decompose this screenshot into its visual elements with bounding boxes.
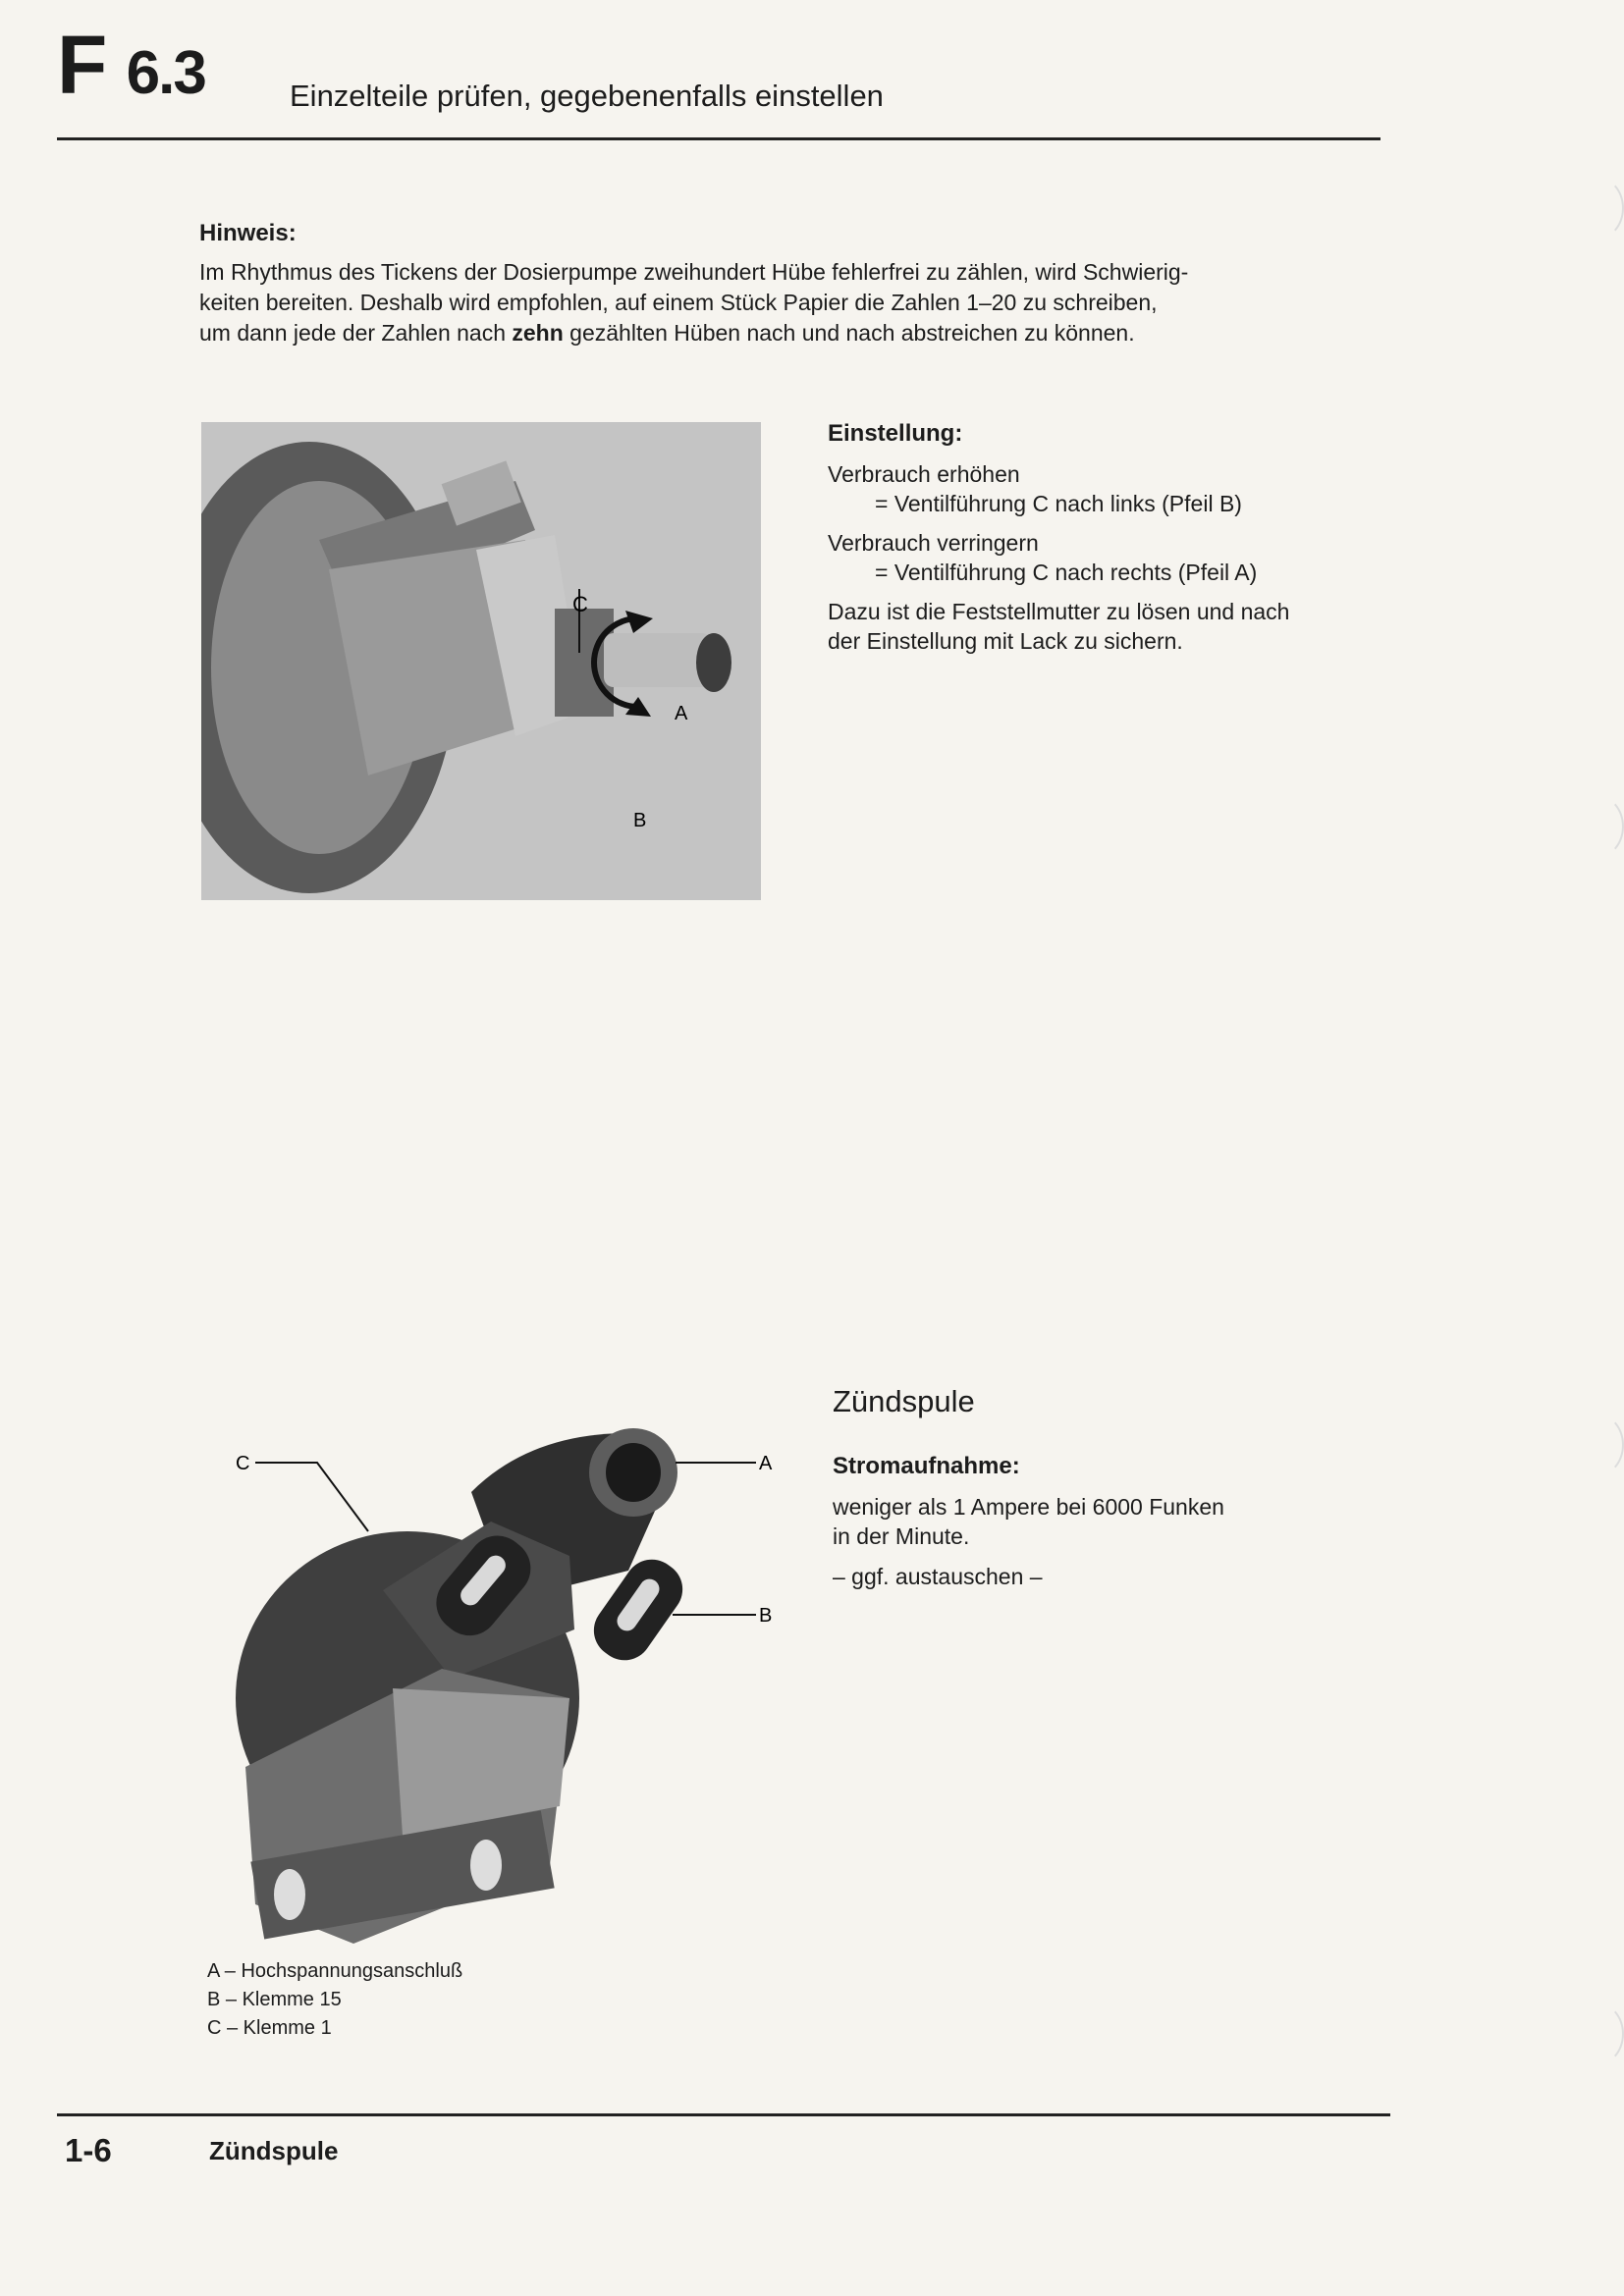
note-paragraph (199, 257, 1392, 348)
photo1-label-b: B (633, 810, 647, 831)
margin-mark (1571, 177, 1624, 240)
note-heading: Hinweis: (199, 220, 297, 246)
footer-rule (57, 2113, 1390, 2116)
photo-legend (207, 1957, 462, 2043)
photo2-label-a: A (759, 1453, 773, 1474)
current-draw-text (833, 1492, 1343, 1551)
legend-item: B – Klemme 15 (207, 1989, 342, 2010)
note-line-3: um dann jede der Zahlen nach zehn gezählten Hüben nach und nach abstreichen zu können. (199, 320, 1135, 346)
current-draw-heading: Stromaufnahme: (833, 1453, 1020, 1479)
margin-mark (1571, 795, 1624, 858)
adjustment-note-line-2: der Einstellung mit Lack zu sichern. (828, 628, 1183, 654)
note-line-1: Im Rhythmus des Tickens der Dosierpumpe zweihundert Hübe fehlerfrei zu zählen, wird Schwierig- (199, 259, 1189, 285)
legend-item: C – Klemme 1 (207, 2017, 332, 2039)
header-rule (57, 137, 1380, 140)
legend-item: A – Hochspannungsanschluß (207, 1960, 463, 1982)
ignition-coil-photo (196, 1374, 795, 1944)
photo2-label-c: C (236, 1453, 250, 1474)
increase-label: Verbrauch erhöhen (828, 461, 1020, 487)
adjustment-heading: Einstellung: (828, 420, 963, 447)
decrease-label: Verbrauch verringern (828, 530, 1039, 556)
page-number: 1-6 (65, 2132, 112, 2168)
current-draw-line-1: weniger als 1 Ampere bei 6000 Funken (833, 1494, 1224, 1520)
photo1-label-a: A (675, 703, 688, 724)
page-title: Einzelteile prüfen, gegebenenfalls einstellen (290, 79, 884, 113)
note-emphasis: zehn (512, 320, 564, 346)
adjustment-note-line-1: Dazu ist die Feststellmutter zu lösen und nach (828, 599, 1290, 624)
increase-action: = Ventilführung C nach links (Pfeil B) (875, 491, 1242, 516)
photo2-label-b: B (759, 1605, 773, 1627)
dosing-pump-photo (201, 422, 761, 900)
section-code (57, 19, 205, 111)
margin-mark (1571, 1414, 1624, 1476)
replace-note: – ggf. austauschen – (833, 1564, 1043, 1589)
footer-section-title: Zündspule (209, 2136, 339, 2165)
margin-mark (1571, 2002, 1624, 2065)
note-line-2: keiten bereiten. Deshalb wird empfohlen, auf einem Stück Papier die Zahlen 1–20 zu schreiben, (199, 290, 1158, 315)
current-draw-line-2: in der Minute. (833, 1523, 970, 1549)
section-code-letter: F (57, 19, 106, 111)
coil-title: Zündspule (833, 1384, 975, 1418)
decrease-action: = Ventilführung C nach rechts (Pfeil A) (875, 560, 1258, 585)
section-code-number: 6.3 (126, 39, 205, 107)
photo1-label-c: C (572, 592, 588, 616)
